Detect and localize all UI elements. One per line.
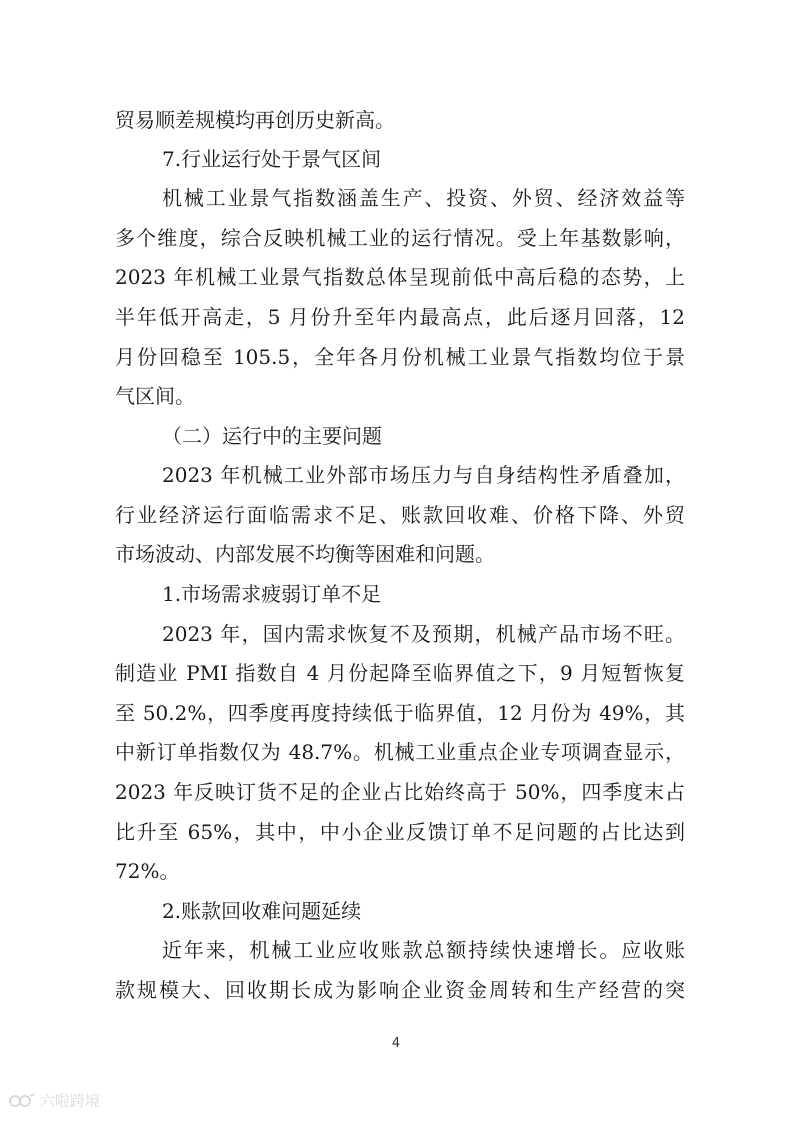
page-number: 4 (391, 1036, 401, 1051)
text-line: 制造业 PMI 指数自 4 月份起降至临界值之下，9 月短暂恢复 (115, 661, 685, 685)
text-line: 款规模大、回收期长成为影响企业资金周转和生产经营的突 (115, 978, 685, 1002)
text-line: 2023 年机械工业外部市场压力与自身结构性矛盾叠加， (162, 463, 685, 487)
text-line: 近年来，机械工业应收账款总额持续快速增长。应收账 (162, 938, 685, 962)
text-line: 2023 年机械工业景气指数总体呈现前低中高后稳的态势，上 (115, 265, 685, 289)
section-heading: 7.行业运行处于景气区间 (162, 147, 382, 171)
text-line: 2023 年反映订货不足的企业占比始终高于 50%，四季度末占 (115, 780, 685, 804)
text-line: 至 50.2%，四季度再度持续低于临界值，12 月份为 49%，其 (115, 701, 685, 725)
text-line: 机械工业景气指数涵盖生产、投资、外贸、经济效益等 (162, 186, 685, 210)
text-line: 市场波动、内部发展不均衡等困难和问题。 (115, 542, 495, 566)
text-line: 中新订单指数仅为 48.7%。机械工业重点企业专项调查显示， (115, 740, 685, 764)
section-heading: 1.市场需求疲弱订单不足 (162, 582, 382, 606)
section-heading: 2.账款回收难问题延续 (162, 899, 362, 923)
text-line: 半年低开高走，5 月份升至年内最高点，此后逐月回落，12 (115, 305, 685, 329)
watermark-logo-icon (8, 1092, 36, 1110)
text-line: 多个维度，综合反映机械工业的运行情况。受上年基数影响， (115, 226, 685, 250)
text-line: 气区间。 (115, 384, 195, 408)
text-line: 行业经济运行面临需求不足、账款回收难、价格下降、外贸 (115, 503, 685, 527)
section-heading: （二）运行中的主要问题 (162, 424, 382, 448)
text-line: 72%。 (115, 859, 180, 883)
watermark-text: 六啦跨境 (40, 1092, 101, 1110)
text-line: 月份回稳至 105.5，全年各月份机械工业景气指数均位于景 (115, 345, 685, 369)
text-line: 2023 年，国内需求恢复不及预期，机械产品市场不旺。 (162, 622, 685, 646)
text-line: 贸易顺差规模均再创历史新高。 (115, 108, 395, 132)
watermark (8, 1090, 100, 1111)
text-line: 比升至 65%，其中，中小企业反馈订单不足问题的占比达到 (115, 820, 685, 844)
